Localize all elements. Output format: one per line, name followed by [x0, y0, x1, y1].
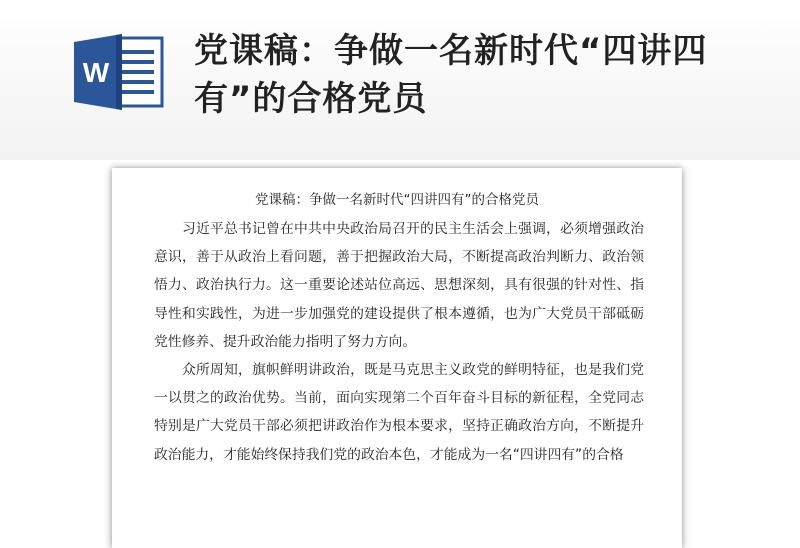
body-paragraph: 习近平总书记曾在中共中央政治局召开的民主生活会上强调，必须增强政治意识，善于从政治上看问题，善于把握政治大局，不断提高政治判断力、政治领悟力、政治执行力。这一重要论述站位高远、思想深刻，具有很强的针对性、指导性和实践性，为进一步加强党的建设提供了根本遵循，也为广大党员干部砥砺党性修养、提升政治能力指明了努力方向。: [154, 221, 644, 350]
body-paragraph: 众所周知，旗帜鲜明讲政治，既是马克思主义政党的鲜明特征，也是我们党一以贯之的政治优势。当前，面向实现第二个百年奋斗目标的新征程，全党同志特别是广大党员干部必须把讲政治作为根本要求，坚持正确政治方向，不断提升政治能力，才能始终保持我们党的政治本色，才能成为一名“四讲四有”的合格: [154, 362, 644, 463]
document-page: [112, 168, 682, 548]
document-body: [154, 215, 644, 469]
word-icon-letter: W: [82, 57, 110, 88]
word-document-icon: [72, 32, 164, 112]
header-banner: [0, 0, 800, 160]
document-name-title: 党课稿：争做一名新时代“四讲四有”的合格党员: [194, 31, 708, 119]
page-heading: 党课稿：争做一名新时代“四讲四有”的合格党员: [255, 192, 539, 208]
